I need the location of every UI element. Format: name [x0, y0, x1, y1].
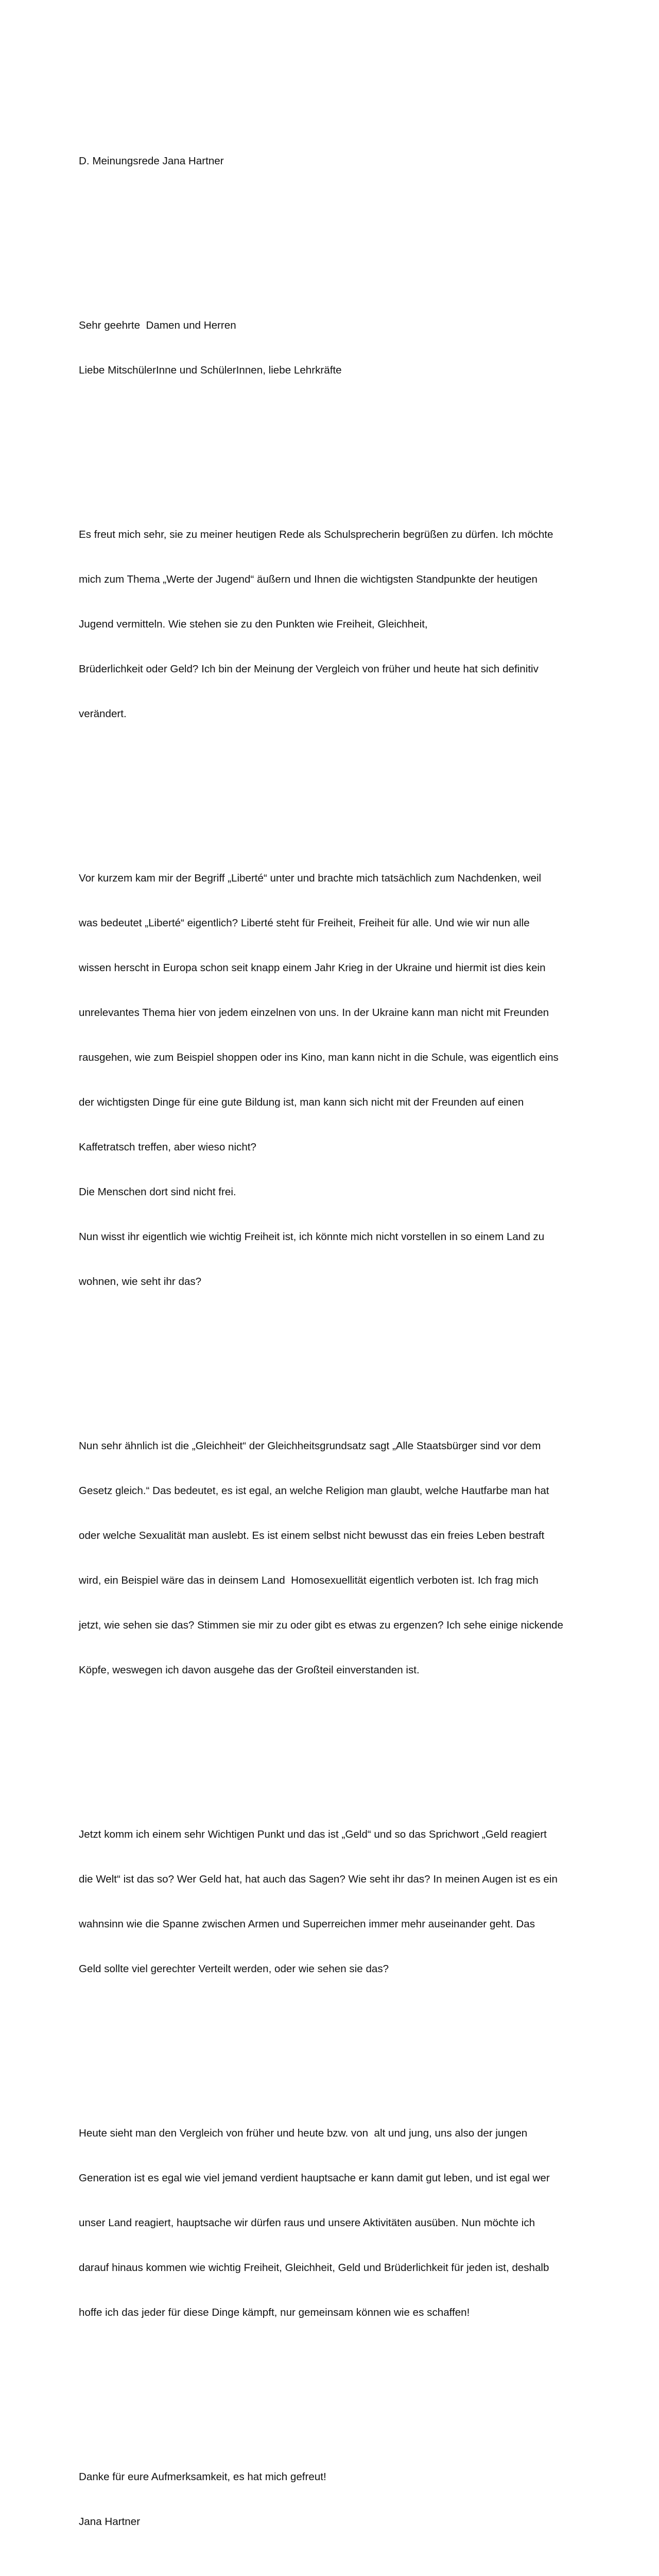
text-line: wissen herscht in Europa schon seit knapp einem Jahr Krieg in der Ukraine und hiermit ist dies kein	[79, 962, 546, 974]
paragraph-intro	[79, 497, 588, 751]
paragraph-conclusion	[79, 2096, 588, 2350]
paragraph-gap	[79, 2380, 588, 2395]
paragraph-gap	[79, 437, 588, 452]
document-body	[79, 79, 588, 2576]
salutation	[79, 288, 588, 408]
closing	[79, 2439, 588, 2559]
salutation-line: Liebe MitschülerInne und SchülerInnen, liebe Lehrkräfte	[79, 364, 342, 376]
text-line: wird, ein Beispiel wäre das in deinsem Land Homosexuellität eigentlich verboten ist. Ich frag mich	[79, 1574, 539, 1586]
text-line: Gesetz gleich.“ Das bedeutet, es ist egal, an welche Religion man glaubt, welche Hautfarbe man hat	[79, 1485, 549, 1497]
text-line: Köpfe, weswegen ich davon ausgehe das der Großteil einverstanden ist.	[79, 1664, 420, 1676]
closing-line: Danke für eure Aufmerksamkeit, es hat mich gefreut!	[79, 2471, 326, 2483]
text-line: Vor kurzem kam mir der Begriff „Liberté“ unter und brachte mich tatsächlich zum Nachdenken, weil	[79, 872, 542, 884]
text-line: oder welche Sexualität man auslebt. Es ist einem selbst nicht bewusst das ein freies Leben bestraft	[79, 1530, 545, 1541]
text-line: Heute sieht man den Vergleich von früher und heute bzw. von alt und jung, uns also der jungen	[79, 2127, 528, 2139]
text-line: Nun wisst ihr eigentlich wie wichtig Freiheit ist, ich könnte mich nicht vorstellen in so einem Land zu	[79, 1231, 545, 1243]
text-line: Nun sehr ähnlich ist die „Gleichheit“ der Gleichheitsgrundsatz sagt „Alle Staatsbürger sind vor dem	[79, 1440, 541, 1452]
text-line: Geld sollte viel gerechter Verteilt werden, oder wie sehen sie das?	[79, 1963, 389, 1975]
text-line: jetzt, wie sehen sie das? Stimmen sie mir zu oder gibt es etwas zu ergenzen? Ich sehe einige nickende	[79, 1619, 563, 1631]
text-line: Es freut mich sehr, sie zu meiner heutigen Rede als Schulsprecherin begrüßen zu dürfen. Ich möchte	[79, 529, 553, 540]
text-line: Generation ist es egal wie viel jemand verdient hauptsache er kann damit gut leben, und ist egal wer	[79, 2172, 550, 2184]
text-line: wahnsinn wie die Spanne zwischen Armen und Superreichen immer mehr auseinander geht. Das	[79, 1918, 535, 1930]
text-line: unrelevantes Thema hier von jedem einzelnen von uns. In der Ukraine kann man nicht mit Freunden	[79, 1007, 549, 1019]
title-line: D. Meinungsrede Jana Hartner	[79, 155, 224, 167]
paragraph-gap	[79, 781, 588, 796]
text-line: darauf hinaus kommen wie wichtig Freiheit, Gleichheit, Geld und Brüderlichkeit für jeden ist, deshalb	[79, 2262, 549, 2274]
author-signature: Jana Hartner	[79, 2516, 141, 2528]
paragraph-gap	[79, 228, 588, 243]
text-line: Jetzt komm ich einem sehr Wichtigen Punkt und das ist „Geld“ und so das Sprichwort „Geld reagiert	[79, 1828, 547, 1840]
text-line: Brüderlichkeit oder Geld? Ich bin der Meinung der Vergleich von früher und heute hat sich definitiv	[79, 663, 539, 675]
paragraph-gleichheit	[79, 1409, 588, 1707]
text-line: mich zum Thema „Werte der Jugend“ äußern und Ihnen die wichtigsten Standpunkte der heutigen	[79, 573, 538, 585]
paragraph-liberte	[79, 841, 588, 1319]
salutation-line: Sehr geehrte Damen und Herren	[79, 319, 236, 331]
text-line: wohnen, wie seht ihr das?	[79, 1276, 202, 1287]
text-line: Kaffetratsch treffen, aber wieso nicht?	[79, 1141, 256, 1153]
text-line: Jugend vermitteln. Wie stehen sie zu den Punkten wie Freiheit, Gleichheit,	[79, 618, 428, 630]
paragraph-gap	[79, 1349, 588, 1364]
text-line: was bedeutet „Liberté“ eigentlich? Liberté steht für Freiheit, Freiheit für alle. Und wie wir nun alle	[79, 917, 530, 929]
paragraph-gap	[79, 2036, 588, 2051]
text-line: der wichtigsten Dinge für eine gute Bildung ist, man kann sich nicht mit der Freunden auf einen	[79, 1096, 524, 1108]
speech-title	[79, 124, 588, 198]
paragraph-geld	[79, 1797, 588, 2006]
text-line: rausgehen, wie zum Beispiel shoppen oder ins Kino, man kann nicht in die Schule, was eigentlich eins	[79, 1052, 559, 1063]
text-line: verändert.	[79, 708, 127, 720]
paragraph-gap	[79, 1737, 588, 1752]
text-line: unser Land reagiert, hauptsache wir dürfen raus und unsere Aktivitäten ausüben. Nun möchte ich	[79, 2217, 535, 2229]
text-line: die Welt“ ist das so? Wer Geld hat, hat auch das Sagen? Wie seht ihr das? In meinen Augen ist es ein	[79, 1873, 558, 1885]
text-line: hoffe ich das jeder für diese Dinge kämpft, nur gemeinsam können wie es schaffen!	[79, 2307, 470, 2318]
text-line: Die Menschen dort sind nicht frei.	[79, 1186, 236, 1198]
